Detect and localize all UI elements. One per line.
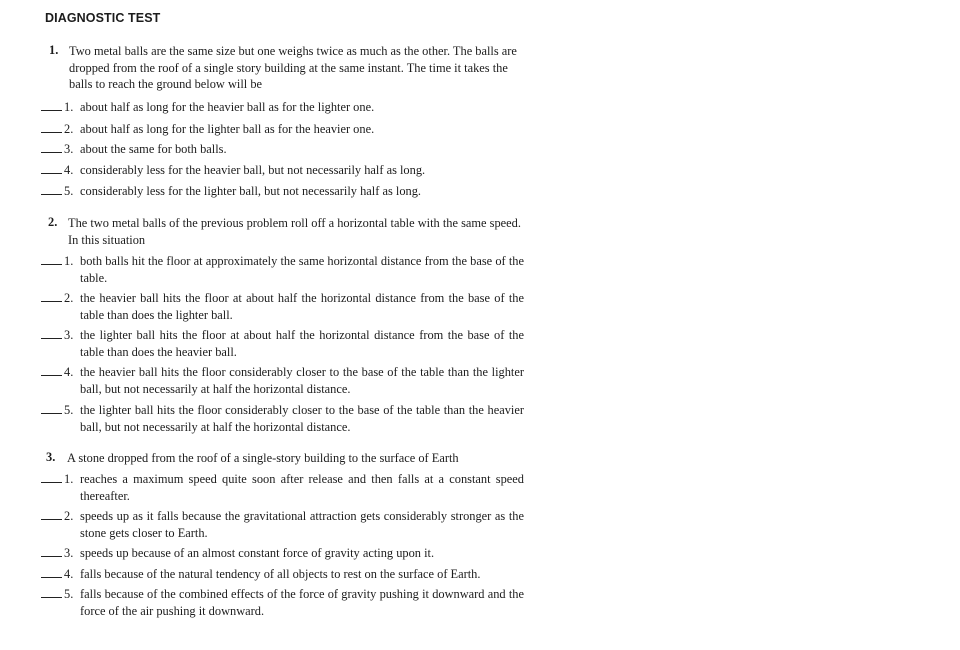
option-text: the heavier ball hits the floor at about half the horizontal distance from the base of the table than does the lighter ball. bbox=[80, 291, 524, 322]
answer-blank[interactable] bbox=[41, 519, 62, 520]
option-number: 5. bbox=[64, 184, 74, 198]
answer-blank[interactable] bbox=[41, 173, 62, 174]
answer-blank[interactable] bbox=[41, 597, 62, 598]
option-text: both balls hit the floor at approximately the same horizontal distance from the base of the table. bbox=[80, 254, 524, 285]
answer-blank[interactable] bbox=[41, 152, 62, 153]
answer-blank[interactable] bbox=[41, 194, 62, 195]
option-number: 3. bbox=[64, 328, 74, 342]
option-number: 4. bbox=[64, 365, 74, 379]
option-number: 4. bbox=[64, 567, 74, 581]
option-number: 4. bbox=[64, 163, 74, 177]
answer-blank[interactable] bbox=[41, 413, 62, 414]
option-number: 2. bbox=[64, 509, 74, 523]
option-number: 5. bbox=[64, 587, 74, 601]
question-number: 1. bbox=[49, 43, 59, 57]
option-text: falls because of the combined effects of the force of gravity pushing it downward and the force of the air pushing it downward. bbox=[80, 587, 524, 618]
option-text: about half as long for the heavier ball as for the lighter one. bbox=[80, 100, 375, 114]
option-text: about the same for both balls. bbox=[80, 142, 227, 156]
answer-blank[interactable] bbox=[41, 132, 62, 133]
option-number: 1. bbox=[64, 472, 74, 486]
option-text: speeds up because of an almost constant force of gravity acting upon it. bbox=[80, 546, 435, 560]
question-number: 3. bbox=[46, 450, 56, 464]
option-number: 1. bbox=[64, 254, 74, 268]
option-text: the heavier ball hits the floor considerably closer to the base of the table than the lighter ball, but not necessarily at half the horizontal distance. bbox=[80, 365, 524, 396]
option-number: 1. bbox=[64, 100, 74, 114]
option-text: the lighter ball hits the floor at about half the horizontal distance from the base of the table than does the heavier ball. bbox=[80, 328, 524, 359]
option-text: about half as long for the lighter ball as for the heavier one. bbox=[80, 122, 375, 136]
option-number: 2. bbox=[64, 291, 74, 305]
option-text: the lighter ball hits the floor considerably closer to the base of the table than the heavier ball, but not necessarily at half the horizontal distance. bbox=[80, 403, 524, 434]
option-text: reaches a maximum speed quite soon after release and then falls at a constant speed thereafter. bbox=[80, 472, 524, 503]
question-number: 2. bbox=[48, 215, 58, 229]
answer-blank[interactable] bbox=[41, 556, 62, 557]
question-text: Two metal balls are the same size but one weighs twice as much as the other. The balls are dropped from the roof of a single story building at the same instant. The time it takes the balls to reach the ground below will be bbox=[69, 44, 517, 91]
answer-blank[interactable] bbox=[41, 482, 62, 483]
answer-blank[interactable] bbox=[41, 301, 62, 302]
option-number: 3. bbox=[64, 546, 74, 560]
option-number: 3. bbox=[64, 142, 74, 156]
option-number: 2. bbox=[64, 122, 74, 136]
question-text: A stone dropped from the roof of a single-story building to the surface of Earth bbox=[67, 451, 459, 465]
question-text: The two metal balls of the previous problem roll off a horizontal table with the same speed. In this situation bbox=[68, 216, 521, 247]
answer-blank[interactable] bbox=[41, 264, 62, 265]
option-text: considerably less for the heavier ball, but not necessarily half as long. bbox=[80, 163, 426, 177]
option-text: falls because of the natural tendency of all objects to rest on the surface of Earth. bbox=[80, 567, 481, 581]
option-number: 5. bbox=[64, 403, 74, 417]
answer-blank[interactable] bbox=[41, 338, 62, 339]
option-text: speeds up as it falls because the gravitational attraction gets considerably stronger as the stone gets closer to Earth. bbox=[80, 509, 524, 540]
answer-blank[interactable] bbox=[41, 577, 62, 578]
answer-blank[interactable] bbox=[41, 375, 62, 376]
answer-blank[interactable] bbox=[41, 110, 62, 111]
option-text: considerably less for the lighter ball, but not necessarily half as long. bbox=[80, 184, 421, 198]
page-title: DIAGNOSTIC TEST bbox=[45, 11, 161, 25]
